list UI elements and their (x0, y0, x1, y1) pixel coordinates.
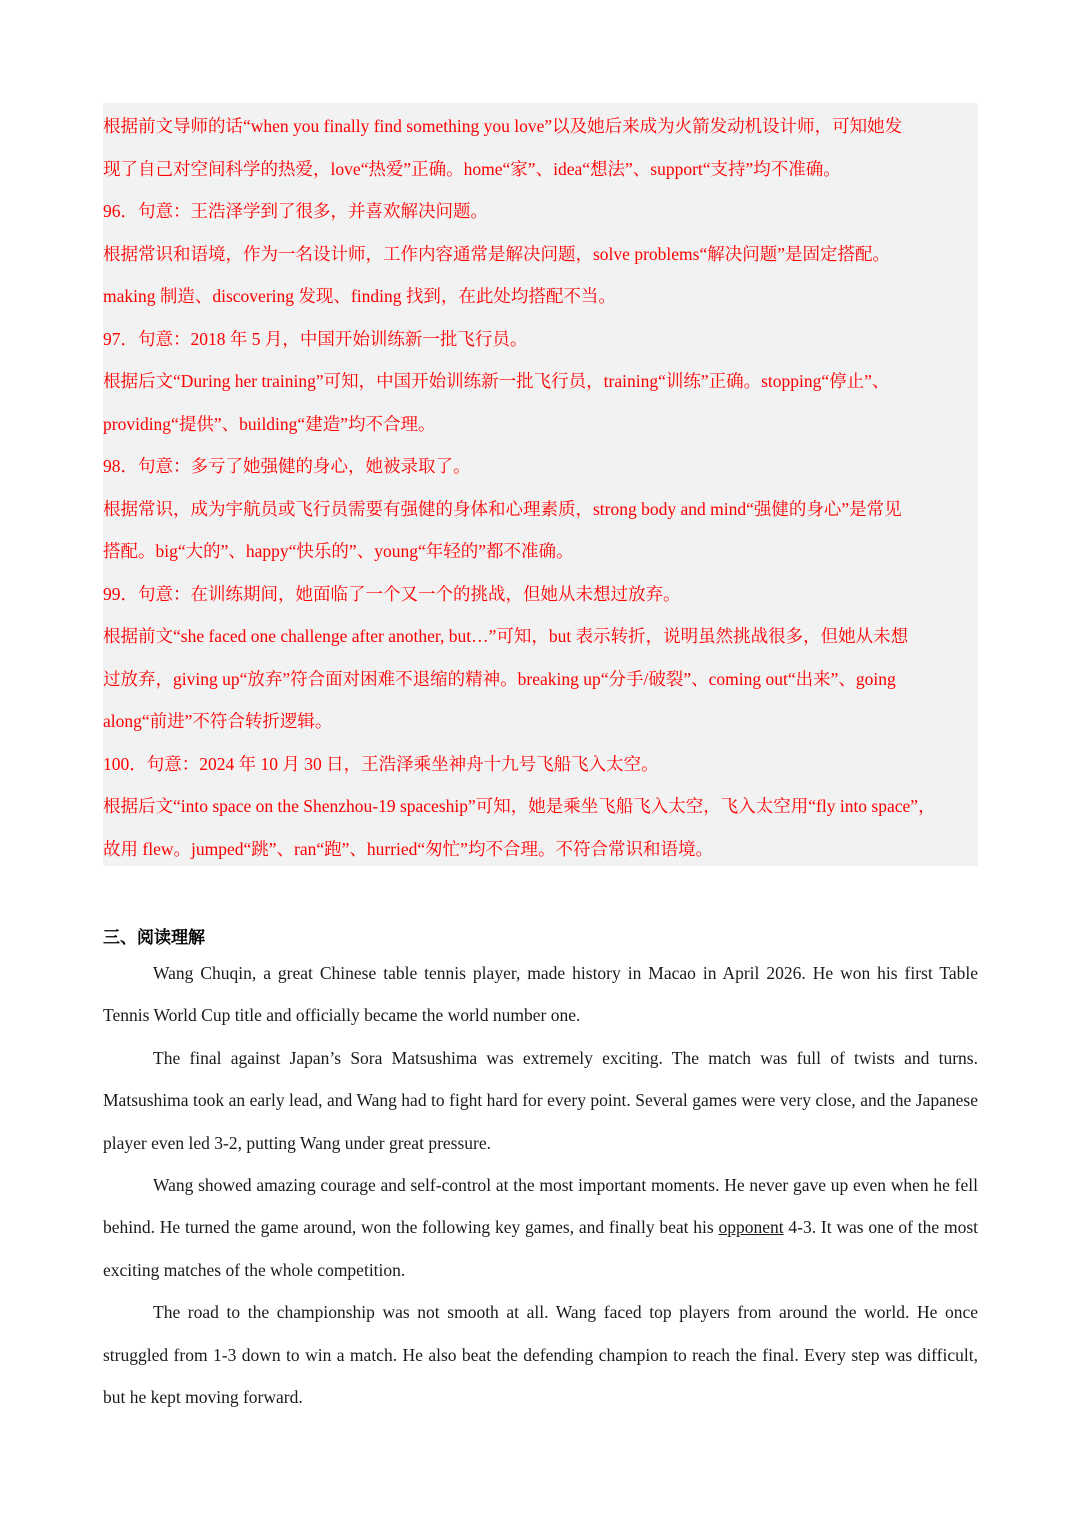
explanation-line: 根据常识和语境，作为一名设计师，工作内容通常是解决问题，solve problems“解决问题”是固定搭配。 (103, 243, 890, 264)
explanation-line: 搭配。big“大的”、happy“快乐的”、young“年轻的”都不准确。 (103, 541, 574, 561)
explanation-line: making 制造、discovering 发现、finding 找到，在此处均搭配不当。 (103, 286, 616, 306)
explanation-line: 根据常识，成为宇航员或飞行员需要有强健的身体和心理素质，strong body and mind“强健的身心”是常见 (103, 498, 902, 519)
explanation-line: providing“提供”、building“建造”均不合理。 (103, 413, 436, 434)
explanation-line: 故用 flew。jumped“跳”、ran“跑”、hurried“匆忙”均不合理。不符合常识和语境。 (103, 838, 713, 859)
explanation-line: 根据后文“During her training”可知，中国开始训练新一批飞行员，training“训练”正确。stopping“停止”、 (103, 371, 890, 391)
explanation-line: 100．句意：2024 年 10 月 30 日，王浩泽乘坐神舟十九号飞船飞入太空。 (103, 753, 659, 774)
explanation-line: 根据后文“into space on the Shenzhou-19 spaceship”可知，她是乘坐飞船飞入太空，飞入太空用“fly into space”， (103, 796, 936, 816)
passage-paragraph: The final against Japan’s Sora Matsushima was extremely exciting. The match was full of twists and turns. Matsushima took an early lead, and Wang had to fight hard for every point. Several games were very close, and the Japanese player even led 3-2, putting Wang under great pressure. (103, 1047, 978, 1153)
paragraph-text: Wang showed amazing courage and self-control at the most important moments. He never gave up even when he fell behind. He turned the game around, won the following key games, and finally beat his (103, 1175, 978, 1238)
paragraph-text: 4-3. It was one of the most exciting matches of the whole competition. (103, 1217, 978, 1280)
explanation-line: 根据前文“she faced one challenge after another, but…”可知，but 表示转折，说明虽然挑战很多，但她从未想 (103, 626, 909, 646)
explanation-line: 96．句意：王浩泽学到了很多，并喜欢解决问题。 (103, 201, 488, 221)
explanation-line: along“前进”不符合转折逻辑。 (103, 711, 333, 731)
section-heading: 三、阅读理解 (103, 928, 205, 947)
reading-passage (103, 952, 978, 1418)
explanation-line: 98．句意：多亏了她强健的身心，她被录取了。 (103, 456, 471, 476)
explanation-line: 99．句意：在训练期间，她面临了一个又一个的挑战，但她从未想过放弃。 (103, 583, 681, 604)
underlined-word: opponent (718, 1217, 784, 1238)
explanation-line: 97．句意：2018 年 5 月，中国开始训练新一批飞行员。 (103, 328, 528, 349)
passage-paragraph: The road to the championship was not smooth at all. Wang faced top players from around the world. He once struggled from 1-3 down to win a match. He also beat the defending champion to reach the final. Every step was difficult, but he kept moving forward. (103, 1302, 978, 1408)
passage-paragraph: Wang Chuqin, a great Chinese table tennis player, made history in Macao in April 2026. He won his first Table Tennis World Cup title and officially became the world number one. (103, 963, 978, 1026)
explanation-line: 过放弃，giving up“放弃”符合面对困难不退缩的精神。breaking up“分手/破裂”、coming out“出来”、going (103, 668, 896, 689)
explanation-line: 根据前文导师的话“when you finally find something you love”以及她后来成为火箭发动机设计师，可知她发 (103, 116, 903, 136)
passage-paragraph (103, 1164, 978, 1291)
answer-explanation-box (103, 103, 978, 866)
explanation-line: 现了自己对空间科学的热爱，love“热爱”正确。home“家”、idea“想法”、support“支持”均不准确。 (103, 158, 841, 179)
